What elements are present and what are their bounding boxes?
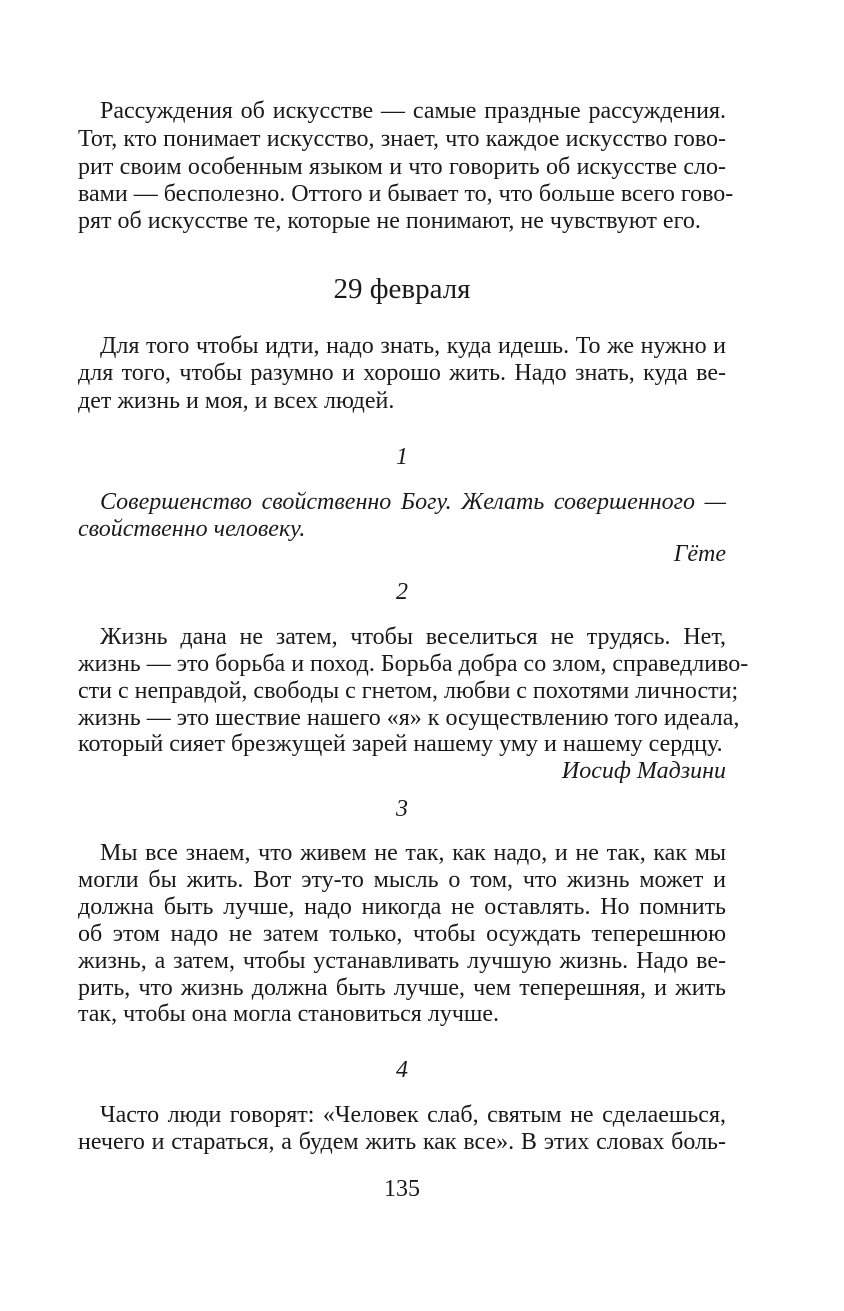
text-line: для того, чтобы разумно и хорошо жить. Надо знать, куда ве- — [78, 360, 726, 386]
text-line: нечего и стараться, а будем жить как все». В этих словах боль- — [78, 1129, 726, 1155]
quote-line: Совершенство свойственно Богу. Желать совершенного — — [100, 489, 726, 515]
text-line: рят об искусстве те, которые не понимают, не чувствуют его. — [78, 208, 701, 234]
text-line: Тот, кто понимает искусство, знает, что каждое искусство гово- — [78, 126, 726, 152]
text-line: должна быть лучше, надо никогда не оставлять. Но помнить — [78, 894, 726, 920]
text-line: дет жизнь и моя, и всех людей. — [78, 388, 395, 414]
text-line: сти с неправдой, свободы с гнетом, любви с похотями личности; — [78, 678, 739, 704]
text-line: жизнь, а затем, чтобы устанавливать лучшую жизнь. Надо ве- — [78, 948, 726, 974]
text-line: Жизнь дана не затем, чтобы веселиться не трудясь. Нет, — [100, 624, 726, 650]
text-line: Для того чтобы идти, надо знать, куда идешь. То же нужно и — [100, 333, 726, 359]
text-line: могли бы жить. Вот эту-то мысль о том, что жизнь может и — [78, 867, 726, 893]
text-line: жизнь — это шествие нашего «я» к осуществлению того идеала, — [78, 705, 740, 731]
quote-line: свойственно человеку. — [78, 516, 306, 542]
section-number: 1 — [396, 444, 408, 470]
section-number: 4 — [396, 1057, 408, 1083]
page-number: 135 — [384, 1176, 420, 1202]
quote-author: Иосиф Мадзини — [561, 758, 726, 784]
date-heading: 29 февраля — [333, 273, 471, 305]
text-line: Мы все знаем, что живем не так, как надо, и не так, как мы — [100, 840, 726, 866]
text-line: который сияет брезжущей зарей нашему уму и нашему сердцу. — [78, 731, 723, 757]
text-line: об этом надо не затем только, чтобы осуждать теперешнюю — [78, 921, 726, 947]
text-line: рит своим особенным языком и что говорить об искусстве сло- — [78, 154, 726, 180]
text-line: вами — бесполезно. Оттого и бывает то, что больше всего гово- — [78, 181, 734, 207]
text-line: рить, что жизнь должна быть лучше, чем теперешняя, и жить — [78, 975, 726, 1001]
text-line: Часто люди говорят: «Человек слаб, святым не сделаешься, — [100, 1102, 726, 1128]
section-number: 3 — [396, 796, 408, 822]
text-line: Рассуждения об искусстве — самые праздные рассуждения. — [100, 98, 726, 124]
quote-author: Гёте — [673, 541, 726, 567]
text-line: жизнь — это борьба и поход. Борьба добра со злом, справедливо- — [78, 651, 749, 677]
text-line: так, чтобы она могла становиться лучше. — [78, 1001, 500, 1027]
section-number: 2 — [396, 579, 408, 605]
